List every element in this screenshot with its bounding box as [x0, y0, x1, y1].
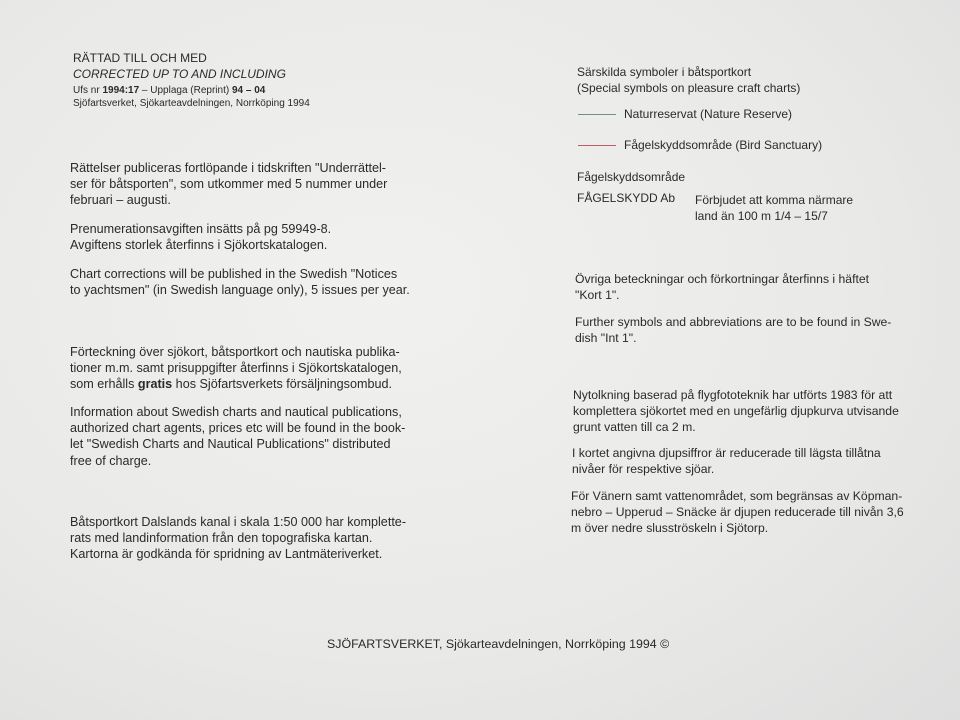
paragraph-djupsiffror: I kortet angivna djupsiffror är reducerade till lägsta tillåtna nivåer för respektive sjöar. [572, 446, 881, 477]
correction-title: RÄTTAD TILL OCH MED [73, 51, 207, 65]
paragraph-vanern: För Vänern samt vattenområdet, som begränsas av Köpman- nebro – Upperud – Snäcke är djupen reducerade till nivån 3,6 m över nedre slusströskeln i Sjötorp. [571, 489, 904, 536]
bird-sanctuary-line-icon [578, 145, 616, 146]
nature-reserve-line-icon [578, 114, 616, 115]
bird-area-text: Förbjudet att komma närmare land än 100 m 1/4 – 15/7 [695, 193, 854, 224]
paragraph-rattelser: Rättelser publiceras fortlöpande i tidskriften "Underrättel- ser för båtsporten", som utkommer med 5 nummer under februari – augusti. [70, 161, 388, 208]
correction-title-en: CORRECTED UP TO AND INCLUDING [73, 67, 286, 81]
correction-header [73, 50, 403, 110]
legend-nature-reserve: Naturreservat (Nature Reserve) [578, 106, 792, 122]
publisher-line: Sjöfartsverket, Sjökarteavdelningen, Norrköping 1994 [73, 98, 310, 109]
paragraph-chart-corrections: Chart corrections will be published in the Swedish "Notices to yachtsmen" (in Swedish language only), 5 issues per year. [70, 267, 410, 298]
ufs-line: Ufs nr 1994:17 – Upplaga (Reprint) 94 – 04 [73, 85, 266, 96]
paragraph-batsportkort: Båtsportkort Dalslands kanal i skala 1:50 000 har komplette- rats med landinformation från den topografiska kartan. Kartorna är godkända för spridning av Lantmäteriverket. [70, 515, 407, 562]
paragraph-forteckning: Förteckning över sjökort, båtsportkort och nautiska publika- tioner m.m. samt prisuppgifter återfinns i Sjökortskatalogen, som erhålls gratis hos Sjöfartsverkets försäljningsombud. [70, 345, 402, 392]
paragraph-nytolkning: Nytolkning baserad på flygfototeknik har utförts 1983 för att komplettera sjökortet med en ungefärlig djupkurva utvisande grunt vatten till ca 2 m. [573, 388, 899, 435]
legend-bird-sanctuary: Fågelskyddsområde (Bird Sanctuary) [578, 137, 822, 153]
paragraph-prenumeration: Prenumerationsavgiften insätts på pg 59949-8. Avgiftens storlek återfinns i Sjökortskatalogen. [70, 222, 332, 253]
paragraph-further: Further symbols and abbreviations are to be found in Swe- dish "Int 1". [575, 315, 892, 346]
paragraph-information: Information about Swedish charts and nautical publications, authorized chart agents, prices etc will be found in the book- let "Swedish Charts and Nautical Publications" distributed free of charge. [70, 405, 406, 468]
bird-area-heading: Fågelskyddsområde [577, 170, 686, 184]
symbols-heading: Särskilda symboler i båtsportkort (Special symbols on pleasure craft charts) [577, 65, 801, 96]
paragraph-ovriga: Övriga beteckningar och förkortningar återfinns i häftet "Kort 1". [575, 272, 870, 303]
bird-area-label: FÅGELSKYDD Ab [577, 191, 676, 205]
footer-publisher: SJÖFARTSVERKET, Sjökarteavdelningen, Norrköping 1994 © [327, 637, 670, 651]
